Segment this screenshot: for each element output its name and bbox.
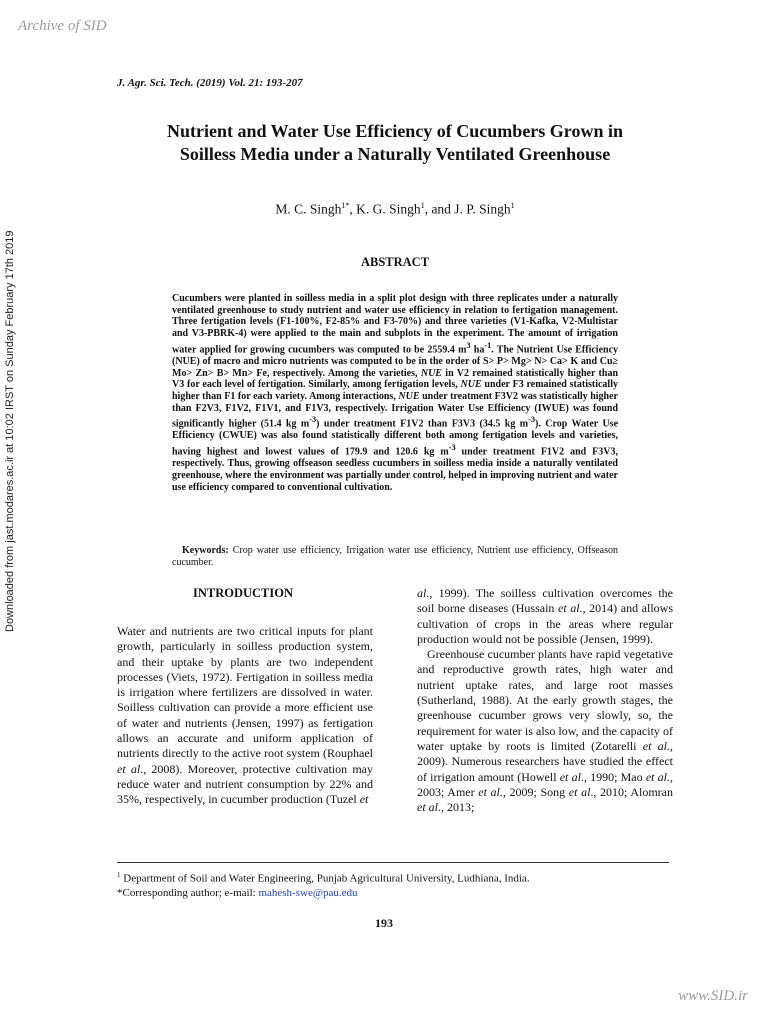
watermark-sid-url: www.SID.ir <box>678 988 748 1004</box>
body-text: ., 1990; Mao <box>580 769 646 784</box>
abstract-italic-term: NUE <box>420 367 442 379</box>
body-text: 2003; Amer <box>417 784 479 799</box>
citation-et-al: et al <box>117 761 141 776</box>
citation-et-al: et al <box>559 769 581 784</box>
abstract-superscript: -3 <box>528 415 536 425</box>
body-text: Water and nutrients are two critical inputs for plant growth, particularly in soilless production system, and their uptake by plants are two independent processes (Viets, 1972). Fertigation in soilless media is irrigation where fertilizers are dissolved in water. Soilless cultivation can provide a more efficient use of water and nutrients (Jensen, 1997) as fertigation allows an accurate and uniform application of nutrients directly to the active root system (Rouphael <box>117 624 373 761</box>
abstract-segment: Cucumbers were planted in soilless media in a split plot design with three replicates under a naturally ventilated greenhouse to study nutrient and water use efficiency in relation to fertigation management. Three fertigation levels (F1-100%, F2-85% and F3-70%) and three varieties (V1-Kafka, V2-Multistar and V3-PBRK-4) were applied to the main and subplots in the experiment. The amount of irrigation water applied for growing cucumbers was computed to be 2559.4 m <box>172 293 618 356</box>
abstract-segment: ). Crop Water Use Efficiency (CWUE) was also found statistically different both among fertigation levels and varieties, having highest and lowest values of 179.9 and 120.6 kg m <box>172 418 619 458</box>
paper-title <box>110 120 680 166</box>
body-text: ., 2010; Alomran <box>590 784 674 799</box>
introduction-heading: INTRODUCTION <box>193 586 294 600</box>
citation-et-al: et al., <box>478 784 506 799</box>
abstract-heading: ABSTRACT <box>360 255 430 269</box>
body-text: 2014) and allows cultivation of crops in the areas where regular production would not be possible (Jensen, 1999). <box>417 601 674 646</box>
download-side-note: Downloaded from jast.modares.ac.ir at 10:02 IRST on Sunday February 17th 2019 <box>4 230 16 632</box>
body-text: 2009; Song <box>505 784 569 799</box>
author-affiliation-mark: 1 <box>510 201 515 210</box>
footnote-mark: 1 <box>117 871 121 879</box>
abstract-segment: under treatment F3V2 was statistically higher than F2V3, F1V2, F1V1, and F1V3, respectively. Irrigation Water Use Efficiency (IWUE) was found significantly higher (51.4 kg m <box>172 390 618 430</box>
author-name: , K. G. Singh <box>349 201 421 217</box>
body-text: 2009). Numerous researchers have studied the effect of irrigation amount (Howell <box>417 754 673 784</box>
author-affiliation-mark: 1* <box>341 201 350 210</box>
body-paragraph <box>417 647 673 815</box>
abstract-superscript: -3 <box>448 443 456 453</box>
body-text: ., 2013; <box>438 800 475 815</box>
watermark-archive-of-sid: Archive of SID <box>18 18 107 34</box>
abstract-superscript: -1 <box>484 340 492 350</box>
citation-et-al: et <box>359 792 369 807</box>
citation-et-al: et al., <box>642 738 673 753</box>
abstract-segment: . The Nutrient Use Efficiency (NUE) of macro and micro nutrients was computed to be in the order of S> P> Mg> N> Ca> K and Cu≥ Mo> Zn> B> Mn> Fe, respectively. Among the varieties, <box>172 344 619 379</box>
author-name: M. C. Singh <box>275 201 342 217</box>
body-paragraph <box>417 586 673 647</box>
footnote-text: *Corresponding author; e-mail: <box>117 886 259 899</box>
abstract-text <box>172 293 618 493</box>
author-list <box>110 201 680 218</box>
abstract-italic-term: NUE <box>460 379 482 391</box>
keywords-label: Keywords: <box>182 545 229 556</box>
citation-et-al: al., <box>417 586 433 600</box>
body-text: ., 2008). Moreover, protective cultivation may reduce water and nutrient consumption by 22% and 35%, respectively, in cucumber production (Tuzel <box>117 761 373 807</box>
body-paragraph <box>117 624 373 808</box>
title-line-1: Nutrient and Water Use Efficiency of Cucumbers Grown in <box>167 121 623 141</box>
corresponding-author-footnote <box>117 886 677 900</box>
abstract-superscript: -3 <box>309 415 317 425</box>
abstract-italic-term: NUE <box>398 390 420 402</box>
footnotes <box>117 868 677 900</box>
author-name: , and J. P. Singh <box>424 201 511 217</box>
affiliation-footnote <box>117 868 677 886</box>
title-line-2: Soilless Media under a Naturally Ventilated Greenhouse <box>179 144 611 164</box>
body-column-left <box>117 624 373 808</box>
footnote-divider <box>117 862 669 863</box>
abstract-segment: ha <box>470 344 485 356</box>
page-number: 193 <box>375 916 393 930</box>
abstract-superscript: 3 <box>466 340 471 350</box>
citation-et-al: et al., <box>645 769 673 784</box>
abstract-segment: ) under treatment F1V2 than F3V3 (34.5 kg m <box>316 418 529 430</box>
abstract-segment: in V2 remained statistically higher than V3 for each level of fertigation. Similarly, among fertigation levels, <box>172 367 619 391</box>
abstract-segment: under treatment F1V2 and F3V3, respectively. Thus, growing offseason seedless cucumbers in soilless media inside a naturally ventilated greenhouse, where the environment was partially under control, helped in improving nutrient and water use efficiency compared to conventional cultivation. <box>172 446 618 493</box>
author-affiliation-mark: 1 <box>420 201 425 210</box>
abstract-segment: under F3 remained statistically higher than F1 for each variety. Among interactions, <box>172 379 618 402</box>
body-text: 1999). The soilless cultivation overcomes the soil borne diseases (Hussain <box>417 586 673 616</box>
keywords-list: Crop water use efficiency, Irrigation water use efficiency, Nutrient use efficiency, Offseason cucumber. <box>172 545 618 568</box>
keywords <box>172 545 618 569</box>
footnote-text: Department of Soil and Water Engineering, Punjab Agricultural University, Ludhiana, India. <box>120 872 530 885</box>
citation-et-al: et al., <box>558 601 586 616</box>
body-text: Greenhouse cucumber plants have rapid vegetative and reproductive growth rates, high water and nutrient uptake rates, and large root masses (Sutherland, 1988). At the early growth stages, the greenhouse cucumber grows very slowly, so, the requirement for water is also low, and the capacity of water uptake by roots is limited (Zotarelli <box>417 647 673 753</box>
corresponding-email-link[interactable]: mahesh-swe@pau.edu <box>258 886 358 899</box>
citation-et-al: et al <box>568 784 591 799</box>
body-column-right <box>417 586 673 815</box>
citation-et-al: et al <box>417 800 438 815</box>
journal-citation: J. Agr. Sci. Tech. (2019) Vol. 21: 193-207 <box>117 77 303 89</box>
